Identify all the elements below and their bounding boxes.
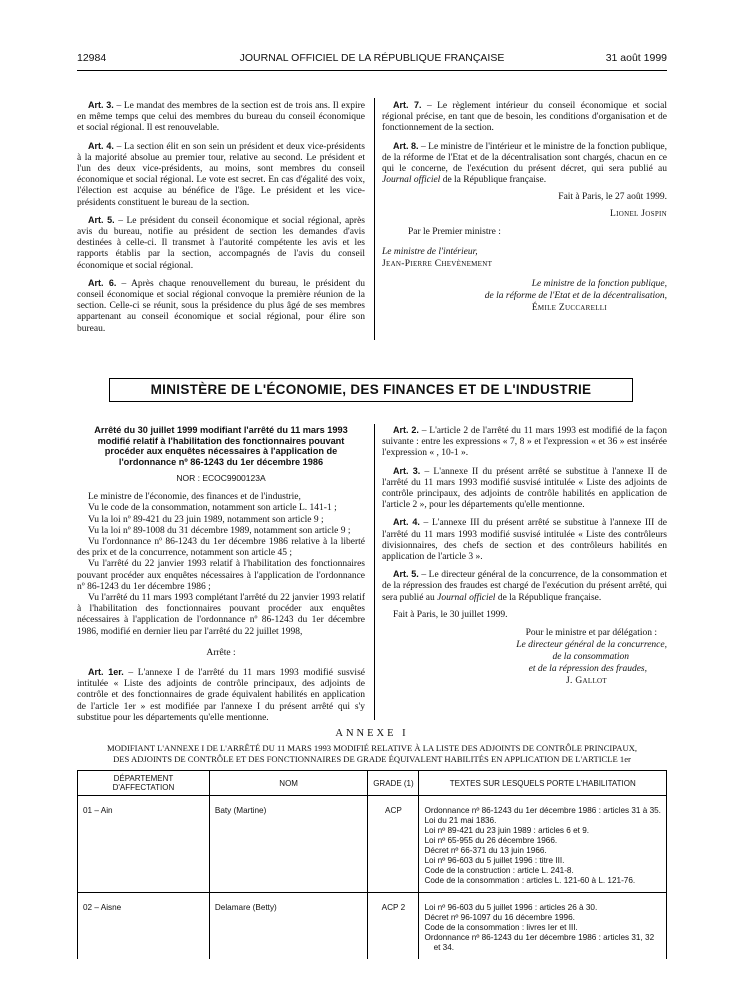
arrete-right-column (382, 425, 667, 687)
column-divider (374, 98, 375, 340)
dg-name: J. Gallot (566, 676, 607, 687)
visa-line: Vu la loi nº 89-1008 du 31 décembre 1989, notamment son article 9 ; (88, 525, 351, 536)
cell-name: Delamare (Betty) (209, 893, 368, 960)
col-header-name: NOM (209, 771, 368, 796)
col-header-dept: DÉPARTEMENT D'AFFECTATION (78, 771, 210, 796)
article-label: Art. 5. (88, 214, 115, 225)
visa-line: Vu l'ordonnance nº 86-1243 du 1er décembre 1986 relative à la liberté des prix et de la concurrence, notamment son article 45 ; (77, 537, 365, 559)
column-divider-2 (374, 424, 375, 720)
decree-article: Art. 8. – Le ministre de l'intérieur et le ministre de la fonction publique, de la réforme de l'Etat et de la décentralisation sont chargés, chacun en ce qui le concerne, de l'exécution du présent décret, qui sera publié au Journal officiel de la République française. (382, 140, 667, 186)
col-header-texts: TEXTES SUR LESQUELS PORTE L'HABILITATION (419, 771, 667, 796)
page-number: 12984 (77, 52, 107, 64)
visa-line: Le ministre de l'économie, des finances et de l'industrie, (88, 492, 301, 503)
cell-dept: 01 – Ain (78, 796, 210, 893)
header-rule (77, 70, 667, 71)
minister-interior-name: Jean-Pierre Chevènement (382, 258, 493, 269)
article-label: Art. 6. (88, 277, 117, 288)
cell-grade: ACP (368, 796, 419, 893)
visa-line: Vu la loi nº 89-421 du 23 juin 1989, notamment son article 9 ; (88, 514, 324, 525)
col-header-grade: GRADE (1) (368, 771, 419, 796)
decree-right-column (382, 100, 667, 314)
issue-date: 31 août 1999 (605, 52, 667, 64)
article-label: Art. 3. (393, 465, 421, 476)
page-header (77, 52, 667, 68)
arrete-article: Art. 5. – Le directeur général de la concurrence, de la consommation et de la répression des fraudes est chargé de l'exécution du présent arrêté, qui sera publié au Journal officiel de la République française. (382, 569, 667, 603)
article-label: Art. 8. (393, 140, 419, 151)
ministry-banner: MINISTÈRE DE L'ÉCONOMIE, DES FINANCES ET DE L'INDUSTRIE (109, 378, 633, 402)
par-premier-ministre: Par le Premier ministre : (408, 226, 501, 237)
dg-title-2: de la consommation (552, 652, 629, 663)
decree-fait: Fait à Paris, le 27 août 1999. (558, 192, 667, 203)
article-label: Art. 3. (88, 100, 114, 110)
dg-title-3: et de la répression des fraudes, (528, 664, 647, 675)
pour-le-ministre: Pour le ministre et par délégation : (525, 628, 657, 639)
decree-article: Art. 7. – Le règlement intérieur du conseil économique et social régional précise, en tant que de besoin, les conditions d'organisation et de fonctionnement de la section. (382, 100, 667, 134)
arrete-article-1: Art. 1er. – L'annexe I de l'arrêté du 11 mars 1993 modifié susvisé intitulée « Liste des adjoints de contrôle principaux, des adjoints de contrôle et des fonctionnaires de grade équivalent habilités en application de l'article 1er » est modifiée par l'annexe I du présent arrêté qui s'y substitue pour les départements qu'elle mentionne. (77, 667, 365, 723)
arrete-title: Arrêté du 30 juillet 1999 modifiant l'arrêté du 11 mars 1993 modifié relatif à l'habilitation des fonctionnaires pouvant procéder aux enquêtes nécessaires à l'application de l'ordonnance nº 86-1243 du 1er décembre 1986 (94, 425, 348, 467)
decree-article: Art. 3. – Le mandat des membres de la section est de trois ans. Il expire en même temps que celui des membres du bureau du conseil économique et social régional. Il est renouvelable. (77, 100, 365, 134)
journal-title: JOURNAL OFFICIEL DE LA RÉPUBLIQUE FRANÇAISE (239, 52, 505, 64)
decree-article: Art. 5. – Le président du conseil économique et social régional, après avis du bureau, notifie au président de section les demandes d'avis destinées à celle-ci. Il transmet à l'autorité compétente les avis et les rapports établis par la section, accompagnés de l'avis du conseil économique et social régional. (77, 214, 365, 271)
annexe-subtitle: MODIFIANT L'ANNEXE I DE L'ARRÊTÉ DU 11 MARS 1993 MODIFIÉ RELATIVE À LA LISTE DES ADJOINTS DE CONTRÔLE PRINCIPAUX, DES ADJOINTS DE CONTRÔLE ET DES FONCTIONNAIRES DE GRADE ÉQUIVALENT HABILITÉS EN APPLICATION DE L'ARTICLE 1er (106, 743, 638, 764)
cell-dept: 02 – Aisne (78, 893, 210, 960)
cell-grade: ACP 2 (368, 893, 419, 960)
arrete-fait: Fait à Paris, le 30 juillet 1999. (393, 609, 508, 620)
cell-texts: Ordonnance nº 86-1243 du 1er décembre 1986 : articles 31 à 35. Loi du 21 mai 1836. Loi nº 89-421 du 23 juin 1989 : articles 6 et 9. Loi nº 65-955 du 26 décembre 1966. Décret nº 66-371 du 13 juin 1966. Loi nº 96-603 du 5 juillet 1996 : titre III. Code de la construction : article L. 241-8. Code de la consommation : articles L. 121-60 à L. 121-76. (419, 796, 667, 893)
arrete-word: Arrête : (206, 647, 236, 658)
article-label: Art. 4. (393, 517, 420, 528)
arrete-nor: NOR : ECOC9900123A (176, 473, 266, 483)
table-row (78, 796, 667, 893)
table-row (78, 893, 667, 960)
article-label: Art. 7. (393, 100, 422, 110)
cell-texts: Loi nº 96-603 du 5 juillet 1996 : articles 26 à 30. Décret nº 96-1097 du 16 décembre 1996. Code de la consommation : livres Ier et III. Ordonnance nº 86-1243 du 1er décembre 1986 : articles 31, 32 et 34. (419, 893, 667, 960)
minister-fp-title-1: Le ministre de la fonction publique, (531, 278, 667, 289)
minister-interior-title: Le ministre de l'intérieur, (382, 246, 478, 257)
visa-line: Vu le code de la consommation, notamment son article L. 141-1 ; (88, 503, 337, 514)
annexe-heading: ANNEXE I (335, 728, 409, 739)
minister-fp-name: Émile Zuccarelli (531, 302, 607, 313)
annexe-table (77, 770, 667, 959)
decree-article: Art. 4. – La section élit en son sein un président et deux vice-présidents à la majorité absolue au premier tour, relative au second. Le président et l'un des deux vice-présidents, au moins, sont membres du conseil économique et social régional. Le vote est secret. En cas d'égalité des voix, l'élection est acquise au bénéfice de l'âge. Le président et les vice-présidents constituent le bureau de la section. (77, 140, 365, 208)
article-label: Art. 4. (88, 140, 114, 151)
visa-line: Vu l'arrêté du 22 janvier 1993 relatif à l'habilitation des fonctionnaires pouvant procéder aux enquêtes nécessaires à l'application de l'ordonnance nº 86-1243 du 1er décembre 1986 ; (77, 559, 365, 592)
dg-title-1: Le directeur général de la concurrence, (516, 640, 667, 651)
decree-article: Art. 6. – Après chaque renouvellement du bureau, le président du conseil économique et social régional convoque la première réunion de la section. Celle-ci se réunit, sous la présidence du plus âgé de ses membres appartenant au conseil économique et social régional, pour élire son bureau. (77, 277, 365, 334)
arrete-article: Art. 4. – L'annexe III du présent arrêté se substitue à l'annexe III de l'arrêté du 11 mars 1993 modifié susvisé intitulée « Liste des contrôleurs divisionnaires, des chefs de section et des contrôleurs habilités en application de l'article 3 ». (382, 517, 667, 563)
cell-name: Baty (Martine) (209, 796, 368, 893)
table-header-row (78, 771, 667, 796)
arrete-left-column (77, 425, 365, 730)
article-label: Art. 5. (393, 569, 419, 580)
arrete-article: Art. 3. – L'annexe II du présent arrêté se substitue à l'annexe II de l'arrêté du 11 mars 1993 modifié susvisé intitulée « Liste des adjoints de contrôle principaux, des adjoints de contrôle habilités en application de l'article 2 », pour les départements qu'elle mentionne. (382, 465, 667, 511)
arrete-article: Art. 2. – L'article 2 de l'arrêté du 11 mars 1993 est modifié de la façon suivante : entre les expressions « 7, 8 » et l'expression « et 36 » est insérée l'expression « , 10-1 ». (382, 425, 667, 459)
minister-fp-title-2: de la réforme de l'Etat et de la décentralisation, (484, 290, 667, 301)
decree-left-column (77, 100, 365, 341)
visa-line: Vu l'arrêté du 11 mars 1993 complétant l'arrêté du 22 janvier 1993 relatif à l'habilitation des fonctionnaires pouvant procéder aux enquêtes nécessaires à l'application de l'ordonnance nº 86-1243 du 1er décembre 1986, modifié en dernier lieu par l'arrêté du 22 juillet 1998, (77, 593, 365, 637)
article-label: Art. 2. (393, 425, 419, 435)
decree-signer: Lionel Jospin (610, 208, 667, 219)
